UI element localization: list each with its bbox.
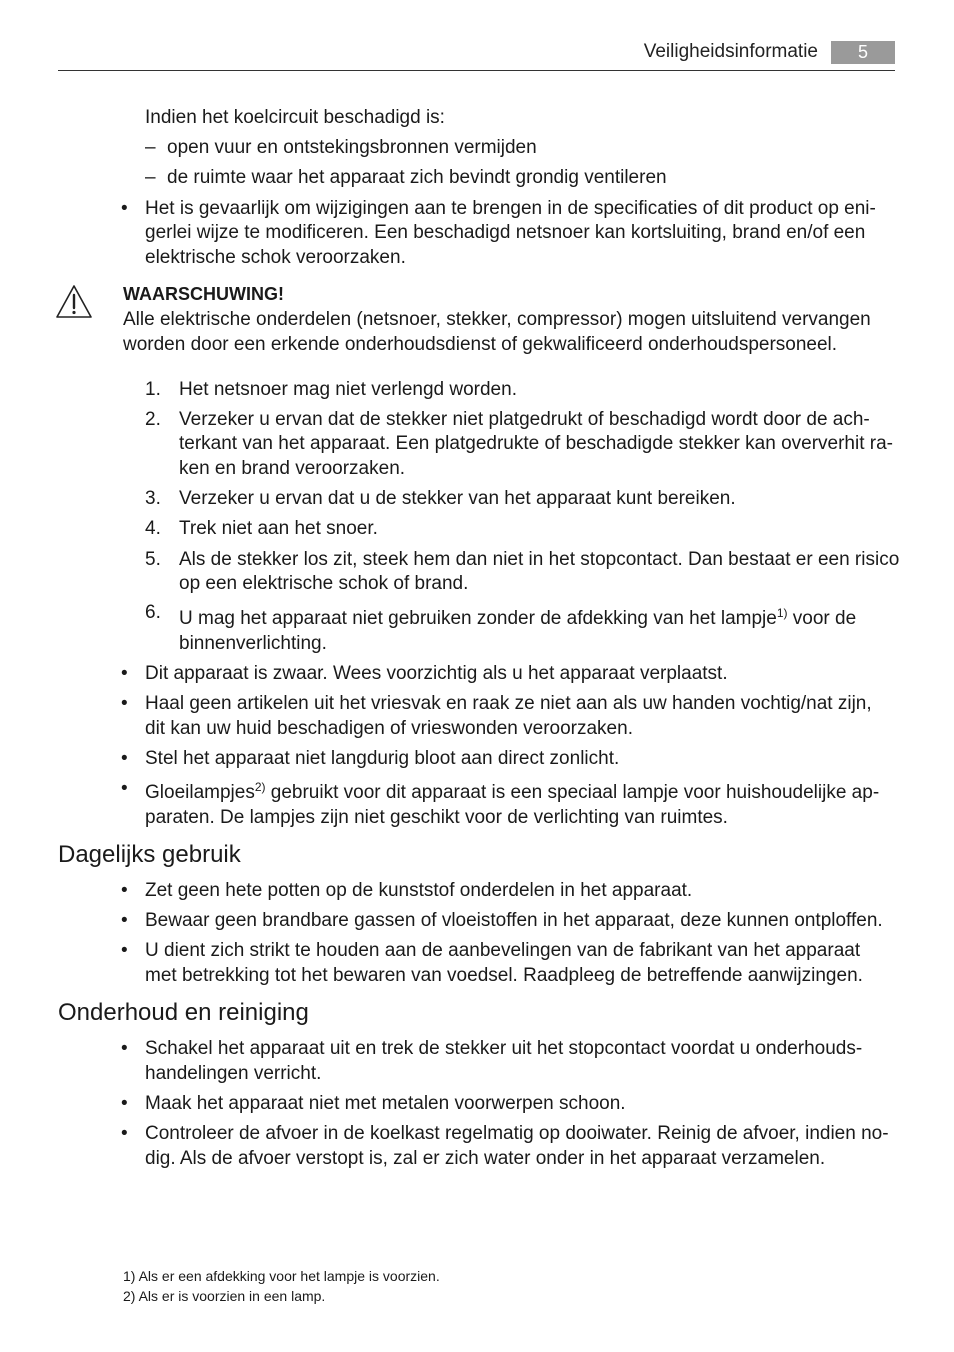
bullet-text-line: Stel het apparaat niet langdurig bloot aan direct zonlicht.: [145, 748, 620, 769]
bullet-text-line: U dient zich strikt te houden aan de aanbevelingen van de fabrikant van het apparaat: [145, 940, 861, 961]
dash-item: open vuur en ontstekingsbronnen vermijden: [167, 137, 537, 158]
section-title-maintenance: Onderhoud en reiniging: [58, 999, 309, 1026]
bullet-text-line: [145, 780, 879, 805]
bullet-mark: •: [121, 910, 128, 931]
list-item-line: Als de stekker los zit, steek hem dan niet in het stopcontact. Dan bestaat er een risico: [179, 549, 900, 570]
bullet-mark: •: [121, 663, 128, 684]
bullet-text-line: Zet geen hete potten op de kunststof onderdelen in het apparaat.: [145, 880, 693, 901]
list-item-line: Het netsnoer mag niet verlengd worden.: [179, 379, 517, 400]
bullet-text-line: Schakel het apparaat uit en trek de stekker uit het stopcontact voordat u onderhouds-: [145, 1038, 863, 1059]
warning-triangle-icon: [55, 284, 93, 320]
bullet-text-line: Controleer de afvoer in de koelkast regelmatig op dooiwater. Reinig de afvoer, indien no-: [145, 1123, 889, 1144]
list-item-line: [179, 606, 856, 631]
bullet-text-line: Bewaar geen brandbare gassen of vloeistoffen in het apparaat, deze kunnen ontploffen.: [145, 910, 883, 931]
running-header-title: Veiligheidsinformatie: [643, 41, 818, 62]
bullet-text-line: elektrische schok veroorzaken.: [145, 247, 406, 268]
warning-title: WAARSCHUWING!: [123, 284, 284, 304]
list-item-line: terkant van het apparaat. Een platgedrukte of beschadigde stekker kan oververhit ra-: [179, 433, 893, 454]
bullet-mark: •: [121, 880, 128, 901]
bullet-text-line: met betrekking tot het bewaren van voedsel. Raadpleeg de betreffende aanwijzingen.: [145, 965, 863, 986]
list-item-text: U mag het apparaat niet gebruiken zonder de afdekking van het lampje: [179, 608, 777, 629]
list-number: 3.: [145, 488, 161, 509]
list-item-text: voor de: [787, 608, 857, 629]
list-number: 4.: [145, 518, 161, 539]
bullet-text-line: gerlei wijze te modificeren. Een beschadigd netsnoer kan kortsluiting, brand en/of een: [145, 222, 866, 243]
bullet-text-line: paraten. De lampjes zijn niet geschikt voor de verlichting van ruimtes.: [145, 807, 728, 828]
list-item-line: op een elektrische schok of brand.: [179, 573, 469, 594]
footnote-reference: 1): [776, 606, 788, 620]
list-item-line: Verzeker u ervan dat u de stekker van het apparaat kunt bereiken.: [179, 488, 736, 509]
intro-lead: Indien het koelcircuit beschadigd is:: [145, 107, 445, 128]
bullet-mark: •: [121, 778, 128, 799]
footnote-reference: 2): [254, 780, 266, 794]
footnote-1: 1) Als er een afdekking voor het lampje is voorzien.: [123, 1268, 440, 1284]
bullet-text-line: dit kan uw huid beschadigen of vrieswonden veroorzaken.: [145, 718, 633, 739]
footnote-2: 2) Als er is voorzien in een lamp.: [123, 1288, 326, 1304]
list-number: 5.: [145, 549, 161, 570]
bullet-text-line: dig. Als de afvoer verstopt is, zal er zich water onder in het apparaat verzamelen.: [145, 1148, 826, 1169]
bullet-mark: •: [121, 1123, 128, 1144]
list-item-line: Verzeker u ervan dat de stekker niet platgedrukt of beschadigd wordt door de ach-: [179, 409, 870, 430]
bullet-text-line: handelingen verricht.: [145, 1063, 322, 1084]
bullet-mark: •: [121, 748, 128, 769]
warning-text-line: Alle elektrische onderdelen (netsnoer, stekker, compressor) mogen uitsluitend vervangen: [123, 309, 871, 330]
warning-text-line: worden door een erkende onderhoudsdienst of gekwalificeerd onderhoudspersoneel.: [123, 334, 838, 355]
bullet-text: gebruikt voor dit apparaat is een speciaal lampje voor huishoudelijke ap-: [265, 782, 880, 803]
bullet-mark: •: [121, 1038, 128, 1059]
bullet-text-line: Maak het apparaat niet met metalen voorwerpen schoon.: [145, 1093, 626, 1114]
dash-mark: –: [145, 137, 156, 158]
bullet-text-line: Het is gevaarlijk om wijzigingen aan te brengen in de specificaties of dit product op eni-: [145, 198, 876, 219]
bullet-text: Gloeilampjes: [145, 782, 255, 803]
list-number: 2.: [145, 409, 161, 430]
bullet-mark: •: [121, 198, 128, 219]
page-number-badge: 5: [831, 41, 895, 64]
bullet-mark: •: [121, 693, 128, 714]
list-item-line: ken en brand veroorzaken.: [179, 458, 406, 479]
list-item-line: binnenverlichting.: [179, 633, 327, 654]
bullet-text-line: Haal geen artikelen uit het vriesvak en raak ze niet aan als uw handen vochtig/nat zijn,: [145, 693, 872, 714]
list-number: 1.: [145, 379, 161, 400]
dash-mark: –: [145, 167, 156, 188]
dash-item: de ruimte waar het apparaat zich bevindt grondig ventileren: [167, 167, 667, 188]
header-divider: [58, 70, 895, 71]
list-number: 6.: [145, 602, 161, 623]
section-title-daily-use: Dagelijks gebruik: [58, 841, 241, 868]
bullet-text-line: Dit apparaat is zwaar. Wees voorzichtig als u het apparaat verplaatst.: [145, 663, 728, 684]
bullet-mark: •: [121, 940, 128, 961]
list-item-line: Trek niet aan het snoer.: [179, 518, 378, 539]
bullet-mark: •: [121, 1093, 128, 1114]
